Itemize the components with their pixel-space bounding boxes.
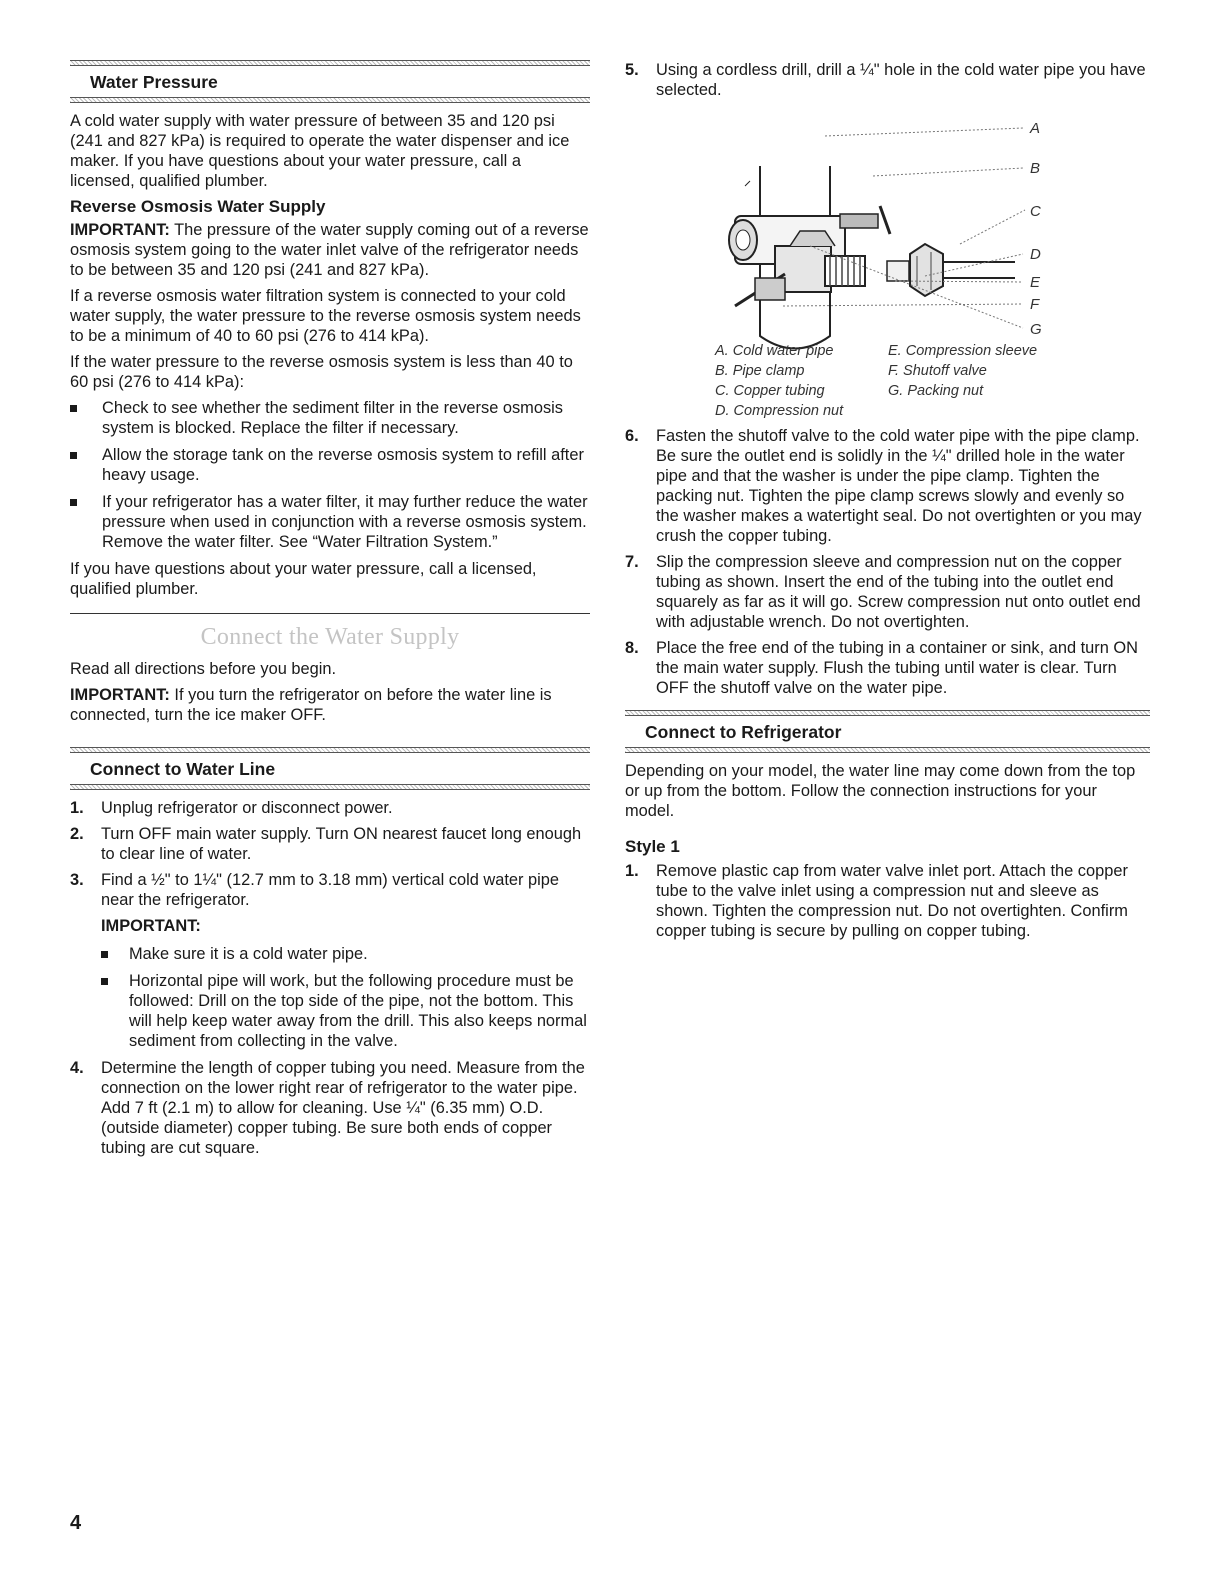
- step-text: Using a cordless drill, drill a ¼" hole in the cold water pipe you have selected.: [656, 61, 1146, 99]
- bullet-text: Allow the storage tank on the reverse osmosis system to refill after heavy usage.: [102, 446, 584, 484]
- step-item: [70, 1058, 590, 1158]
- bullet-icon: [70, 499, 77, 506]
- step-text: Slip the compression sleeve and compression nut on the copper tubing as shown. Insert the end of the tubing into the outlet end squarely as far as it will go. Screw compression nut onto outlet end with adjustable wrench. Do not overtighten.: [656, 553, 1141, 631]
- legend-item: D. Compression nut: [715, 403, 844, 419]
- callout-label: B: [1030, 160, 1041, 177]
- questions-paragraph: If you have questions about your water pressure, call a licensed, qualified plumber.: [70, 560, 537, 598]
- step-item: [625, 638, 1150, 698]
- section-divider: [70, 613, 590, 614]
- legend-item: E. Compression sleeve: [888, 343, 1038, 359]
- page-number: 4: [70, 1512, 82, 1534]
- step-number: 3.: [70, 871, 84, 889]
- list-item: [101, 971, 590, 1051]
- bullet-icon: [101, 951, 108, 958]
- important-label: IMPORTANT:: [70, 221, 170, 239]
- figure-legend-left: [715, 341, 843, 421]
- step-text: Remove plastic cap from water valve inlet port. Attach the copper tube to the valve inlet using a compression nut and sleeve as shown. Tighten the compression nut. Do not overtighten. Confirm copper tubing is secure by pulling on copper tubing.: [656, 862, 1128, 940]
- step-text: Find a ½" to 1¼" (12.7 mm to 3.18 mm) vertical cold water pipe near the refrigerator.: [101, 871, 560, 909]
- bullet-text: Check to see whether the sediment filter in the reverse osmosis system is blocked. Replace the filter if necessary.: [102, 399, 563, 437]
- refrigerator-heading: Connect to Refrigerator: [645, 722, 842, 742]
- ro-pressure-paragraph: If a reverse osmosis water filtration system is connected to your cold water supply, the water pressure to the reverse osmosis system needs to be a minimum of 40 to 60 psi (276 to 414 kPa).: [70, 287, 581, 345]
- step-item: [625, 426, 1150, 546]
- water-pressure-heading: Water Pressure: [90, 72, 218, 92]
- step-number: 1.: [70, 799, 84, 817]
- bullet-text: Horizontal pipe will work, but the following procedure must be followed: Drill on the top side of the pipe, not the bottom. This will help keep water away from the drill. This also keeps normal sediment from collecting in the valve.: [129, 972, 587, 1050]
- bullet-icon: [70, 405, 77, 412]
- important-label: IMPORTANT:: [70, 686, 170, 704]
- list-item: [70, 492, 590, 552]
- hatch-rule: [625, 747, 1150, 753]
- figure-legend-right: [888, 341, 1037, 401]
- style1-steps: [625, 861, 1150, 941]
- step-text: Unplug refrigerator or disconnect power.: [101, 799, 393, 817]
- bullet-text: If your refrigerator has a water filter, it may further reduce the water pressure when used in conjunction with a reverse osmosis system. Remove the water filter. See “Water Filtration System.”: [102, 493, 588, 551]
- water-pressure-paragraph: A cold water supply with water pressure of between 35 and 120 psi (241 and 827 kPa) is required to operate the water dispenser and ice maker. If you have questions about your water pressure, call a licensed, qualified plumber.: [70, 112, 570, 190]
- connect-supply-title: Connect the Water Supply: [200, 624, 460, 650]
- legend-item: B. Pipe clamp: [715, 363, 805, 379]
- callout-label: F: [1030, 296, 1040, 313]
- ro-important-text: The pressure of the water supply coming out of a reverse osmosis system going to the water inlet valve of the refrigerator needs to be between 35 and 120 psi (241 and 827 kPa).: [70, 221, 589, 279]
- bullet-icon: [101, 978, 108, 985]
- callout-label: C: [1030, 203, 1041, 220]
- right-column: [625, 60, 1150, 947]
- legend-item: G. Packing nut: [888, 383, 984, 399]
- list-item: [101, 944, 590, 964]
- ro-bullet-list: [70, 398, 590, 552]
- left-column: [70, 60, 590, 1164]
- step-text: Turn OFF main water supply. Turn ON nearest faucet long enough to clear line of water.: [101, 825, 582, 863]
- water-pressure-header: [70, 60, 590, 103]
- step3-important-label: IMPORTANT:: [101, 917, 201, 935]
- step-number: 1.: [625, 862, 639, 880]
- refrigerator-paragraph: Depending on your model, the water line may come down from the top or up from the bottom. Follow the connection instructions for your model.: [625, 762, 1136, 820]
- water-line-steps-more: [625, 426, 1150, 698]
- bullet-text: Make sure it is a cold water pipe.: [129, 945, 368, 963]
- shutoff-valve-figure: [625, 106, 1150, 419]
- step-item: [625, 861, 1150, 941]
- step-number: 2.: [70, 825, 84, 843]
- read-directions: Read all directions before you begin.: [70, 660, 337, 678]
- bullet-icon: [70, 452, 77, 459]
- ro-heading: Reverse Osmosis Water Supply: [70, 197, 326, 216]
- callout-label: G: [1030, 321, 1042, 338]
- step-number: 7.: [625, 553, 639, 571]
- legend-item: F. Shutoff valve: [888, 363, 987, 379]
- step-text: Fasten the shutoff valve to the cold water pipe with the pipe clamp. Be sure the outlet end is solidly in the ¼" drilled hole in the water pipe and that the washer is under the pipe clamp. Tighten the packing nut. Tighten the pipe clamp screws slowly and evenly so the washer makes a watertight seal. Do not overtighten or you may crush the copper tubing.: [656, 427, 1142, 545]
- hatch-rule: [70, 97, 590, 103]
- step-item: [70, 798, 590, 818]
- legend-item: C. Copper tubing: [715, 383, 825, 399]
- water-line-steps: [70, 798, 590, 1158]
- step-number: 6.: [625, 427, 639, 445]
- water-line-heading: Connect to Water Line: [90, 759, 276, 779]
- hatch-rule: [70, 784, 590, 790]
- connect-important-paragraph: [70, 685, 590, 725]
- step-number: 4.: [70, 1059, 84, 1077]
- list-item: [70, 398, 590, 438]
- step-number: 8.: [625, 639, 639, 657]
- step-item: [625, 60, 1150, 100]
- step-item: [70, 870, 590, 1051]
- ro-important-paragraph: [70, 220, 590, 280]
- step-item: [625, 552, 1150, 632]
- connect-important-text: If you turn the refrigerator on before the water line is connected, turn the ice maker OFF.: [70, 686, 552, 724]
- legend-item: A. Cold water pipe: [715, 343, 834, 359]
- step-item: [70, 824, 590, 864]
- callout-label: E: [1030, 274, 1041, 291]
- step-text: Determine the length of copper tubing you need. Measure from the connection on the lower right rear of refrigerator to the water pipe. Add 7 ft (2.1 m) to allow for cleaning. Use ¼" (6.35 mm) O.D. (outside diameter) copper tubing. Be sure both ends of copper tubing are cut square.: [101, 1059, 585, 1157]
- callout-label: A: [1030, 120, 1041, 137]
- style-heading: Style 1: [625, 837, 680, 856]
- step-text: Place the free end of the tubing in a container or sink, and turn ON the main water supply. Flush the tubing until water is clear. Turn OFF the shutoff valve on the water pipe.: [656, 639, 1138, 697]
- list-item: [70, 445, 590, 485]
- refrigerator-header: [625, 710, 1150, 753]
- water-line-header: [70, 747, 590, 790]
- water-line-steps-continued: [625, 60, 1150, 100]
- ro-low-pressure-paragraph: If the water pressure to the reverse osmosis system is less than 40 to 60 psi (276 to 414 kPa):: [70, 353, 573, 391]
- callout-label: D: [1030, 246, 1041, 263]
- step3-bullet-list: [101, 944, 590, 1051]
- step-number: 5.: [625, 61, 639, 79]
